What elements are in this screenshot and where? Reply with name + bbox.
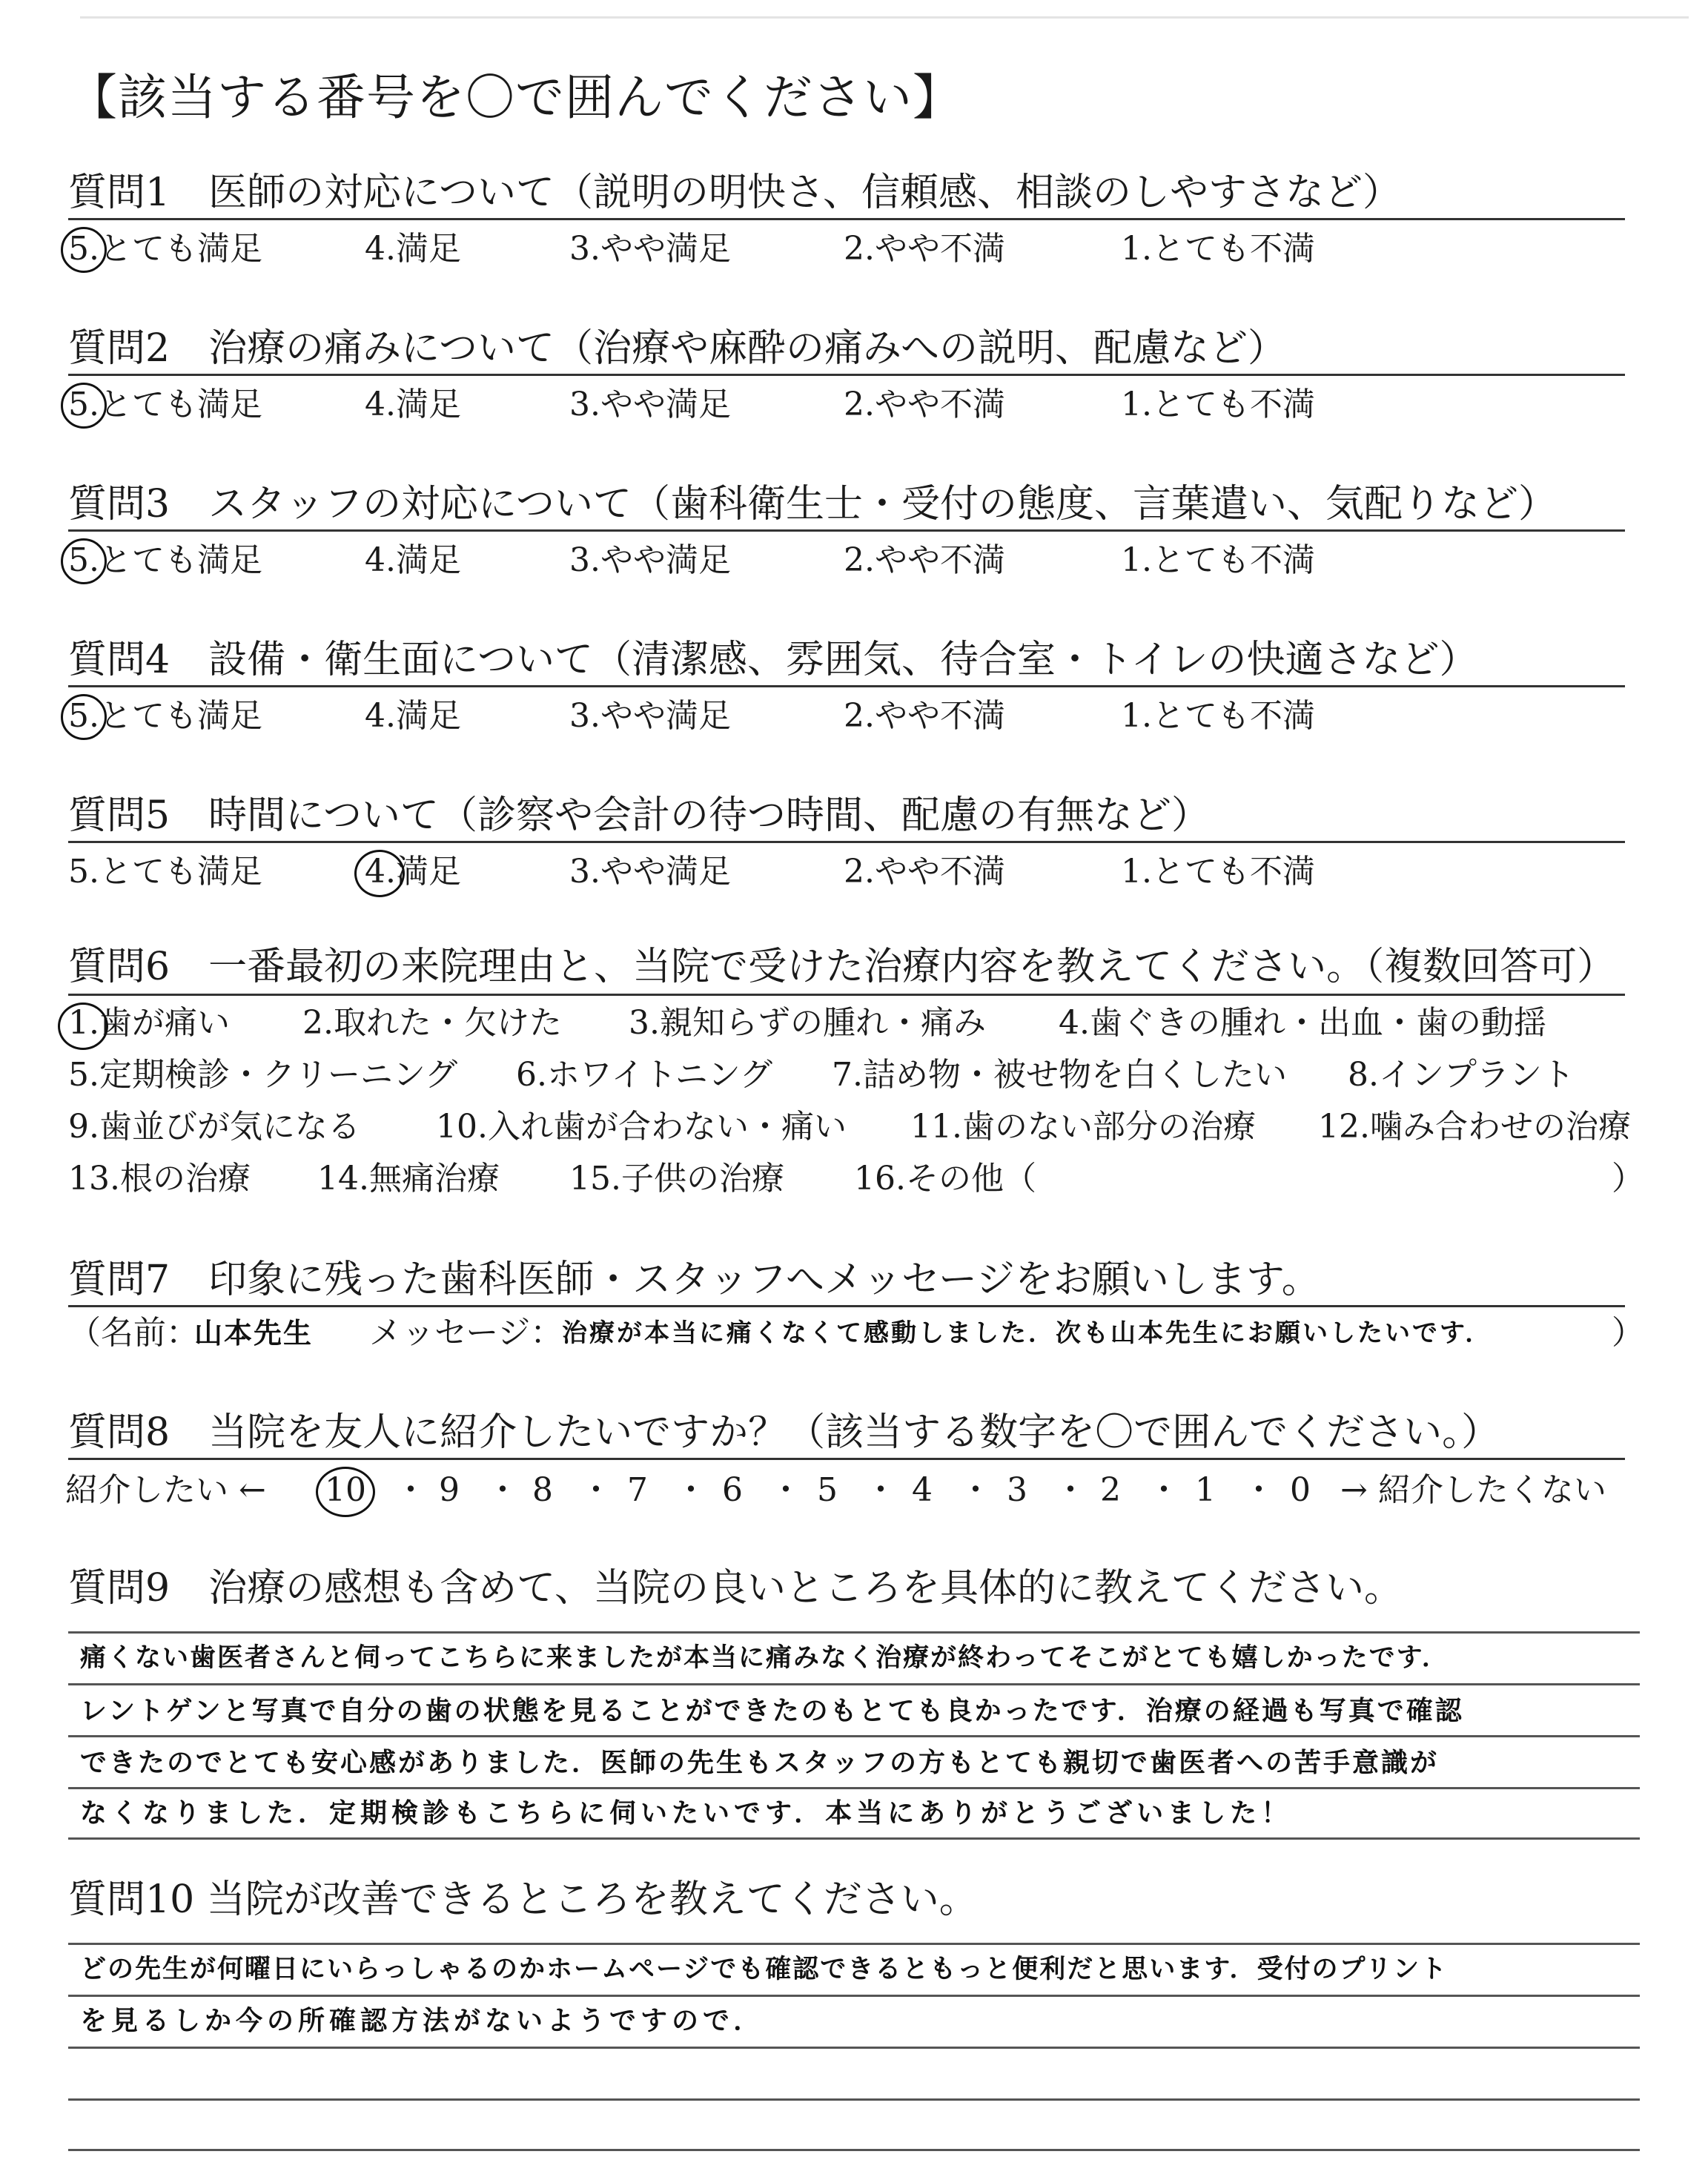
q6-option-13[interactable]: 13.根の治療 bbox=[68, 1160, 251, 1198]
q10-answer-line-2: を見るしか今の所確認方法がないようですので． bbox=[80, 2006, 765, 2036]
q9-write-line bbox=[68, 1837, 1640, 1840]
q9-answer-line-3: できたのでとても安心感がありました．医師の先生もスタッフの方もとても親切で歯医者への苦手意識が bbox=[80, 1748, 1440, 1778]
q8-score-4[interactable]: 4 bbox=[912, 1471, 933, 1509]
q6-option-7[interactable]: 7.詰め物・被せ物を白くしたい bbox=[832, 1056, 1287, 1094]
q5-title: 質問5 時間について（診察や会計の待つ時間、配慮の有無など） bbox=[68, 793, 1211, 838]
q6-option-11[interactable]: 11.歯のない部分の治療 bbox=[910, 1108, 1256, 1146]
q7-name-value[interactable]: 山本先生 bbox=[194, 1317, 314, 1350]
q8-score-1[interactable]: 1 bbox=[1195, 1471, 1216, 1509]
q8-score-7[interactable]: 7 bbox=[627, 1471, 648, 1509]
q7-underline bbox=[68, 1305, 1625, 1307]
q1-option-1[interactable]: 1.とても不満 bbox=[1121, 230, 1315, 268]
q8-left-label: 紹介したい ← bbox=[65, 1471, 266, 1509]
q1-title: 質問1 医師の対応について（説明の明快さ、信頼感、相談のしやすさなど） bbox=[68, 171, 1401, 215]
q8-score-0[interactable]: 0 bbox=[1290, 1471, 1311, 1509]
q6-option-9[interactable]: 9.歯並びが気になる bbox=[68, 1108, 360, 1146]
q8-score-6[interactable]: 6 bbox=[722, 1471, 743, 1509]
q8-sep: ・ bbox=[864, 1471, 897, 1509]
q8-sep: ・ bbox=[394, 1471, 427, 1509]
q8-sep: ・ bbox=[580, 1471, 612, 1509]
q2-option-3[interactable]: 3.やや満足 bbox=[569, 386, 731, 423]
q10-answer-line-1: どの先生が何曜日にいらっしゃるのかホームページでも確認できるともっと便利だと思います．受付のプリント bbox=[80, 1955, 1449, 1984]
q8-sep: ・ bbox=[1242, 1471, 1275, 1509]
q10-write-line bbox=[68, 1995, 1640, 1997]
q1-option-5[interactable]: 5.とても満足 bbox=[68, 230, 262, 268]
q8-score-10[interactable]: 10 bbox=[325, 1471, 366, 1509]
q9-answer-line-1: 痛くない歯医者さんと伺ってこちらに来ましたが本当に痛みなく治療が終わってそこがとても嬉しかったです． bbox=[80, 1643, 1449, 1673]
q8-right-label: → 紹介したくない bbox=[1340, 1471, 1606, 1509]
q6-option-8[interactable]: 8.インプラント bbox=[1348, 1056, 1575, 1094]
q2-option-2[interactable]: 2.やや不満 bbox=[844, 386, 1005, 423]
q8-sep: ・ bbox=[959, 1471, 992, 1509]
q3-option-4[interactable]: 4.満足 bbox=[365, 541, 461, 579]
q5-option-3[interactable]: 3.やや満足 bbox=[569, 853, 731, 891]
q2-option-4[interactable]: 4.満足 bbox=[365, 386, 461, 423]
q4-option-4[interactable]: 4.満足 bbox=[365, 697, 461, 735]
q4-underline bbox=[68, 685, 1625, 687]
q9-write-line bbox=[68, 1735, 1640, 1737]
q1-option-2[interactable]: 2.やや不満 bbox=[844, 230, 1005, 268]
q8-title: 質問8 当院を友人に紹介したいですか？（該当する数字を〇で囲んでください。） bbox=[68, 1410, 1500, 1455]
q6-underline bbox=[68, 994, 1625, 996]
q4-option-5[interactable]: 5.とても満足 bbox=[68, 697, 262, 735]
q5-selected-circle bbox=[354, 850, 405, 897]
q6-selected-circle bbox=[58, 1003, 108, 1050]
q3-option-1[interactable]: 1.とても不満 bbox=[1121, 541, 1315, 579]
q2-selected-circle bbox=[61, 383, 107, 429]
q7-title: 質問7 印象に残った歯科医師・スタッフへメッセージをお願いします。 bbox=[68, 1258, 1320, 1302]
q8-sep: ・ bbox=[1054, 1471, 1087, 1509]
q6-option-4[interactable]: 4.歯ぐきの腫れ・出血・歯の動揺 bbox=[1059, 1004, 1546, 1042]
top-divider bbox=[80, 16, 1689, 19]
q3-option-5[interactable]: 5.とても満足 bbox=[68, 541, 262, 579]
q6-option-3[interactable]: 3.親知らずの腫れ・痛み bbox=[629, 1004, 986, 1042]
q3-selected-circle bbox=[61, 538, 107, 584]
q2-underline bbox=[68, 374, 1625, 376]
q1-selected-circle bbox=[61, 227, 107, 273]
q4-selected-circle bbox=[61, 694, 107, 740]
q10-title: 質問10 当院が改善できるところを教えてください。 bbox=[68, 1877, 978, 1922]
q8-score-8[interactable]: 8 bbox=[532, 1471, 553, 1509]
page-heading: 【該当する番号を〇で囲んでください】 bbox=[68, 69, 962, 126]
q8-score-3[interactable]: 3 bbox=[1007, 1471, 1027, 1509]
q5-option-1[interactable]: 1.とても不満 bbox=[1121, 853, 1315, 891]
q6-option-1[interactable]: 1.歯が痛い bbox=[68, 1004, 230, 1042]
q10-write-line bbox=[68, 2149, 1640, 2151]
q5-option-2[interactable]: 2.やや不満 bbox=[844, 853, 1005, 891]
q4-option-1[interactable]: 1.とても不満 bbox=[1121, 697, 1315, 735]
q6-option-16[interactable]: 16.その他（ bbox=[854, 1160, 1036, 1198]
q4-option-2[interactable]: 2.やや不満 bbox=[844, 697, 1005, 735]
q8-sep: ・ bbox=[675, 1471, 707, 1509]
q8-selected-circle bbox=[316, 1467, 375, 1517]
q7-name-label: （名前： bbox=[68, 1314, 199, 1352]
q3-option-2[interactable]: 2.やや不満 bbox=[844, 541, 1005, 579]
q5-underline bbox=[68, 841, 1625, 843]
q10-write-line bbox=[68, 1943, 1640, 1945]
q3-option-3[interactable]: 3.やや満足 bbox=[569, 541, 731, 579]
q8-sep: ・ bbox=[1148, 1471, 1180, 1509]
q2-option-5[interactable]: 5.とても満足 bbox=[68, 386, 262, 423]
q5-option-4[interactable]: 4.満足 bbox=[365, 853, 461, 891]
q6-option-10[interactable]: 10.入れ歯が合わない・痛い bbox=[436, 1108, 847, 1146]
q9-write-line bbox=[68, 1787, 1640, 1789]
q10-write-line bbox=[68, 2047, 1640, 2049]
q7-message-value[interactable]: 治療が本当に痛くなくて感動しました．次も山本先生にお願いしたいです． bbox=[562, 1318, 1493, 1348]
q6-option-14[interactable]: 14.無痛治療 bbox=[317, 1160, 500, 1198]
q6-title: 質問6 一番最初の来院理由と、当院で受けた治療内容を教えてください。（複数回答可） bbox=[68, 945, 1616, 989]
q6-option-2[interactable]: 2.取れた・欠けた bbox=[302, 1004, 562, 1042]
q1-underline bbox=[68, 218, 1625, 220]
q6-other-close-paren: ） bbox=[1612, 1160, 1644, 1198]
q8-score-5[interactable]: 5 bbox=[817, 1471, 838, 1509]
q9-write-line bbox=[68, 1683, 1640, 1685]
q4-title: 質問4 設備・衛生面について（清潔感、雰囲気、待合室・トイレの快適さなど） bbox=[68, 638, 1478, 682]
q9-write-line bbox=[68, 1631, 1640, 1634]
q8-sep: ・ bbox=[769, 1471, 802, 1509]
q3-title: 質問3 スタッフの対応について（歯科衛生士・受付の態度、言葉遣い、気配りなど） bbox=[68, 482, 1558, 526]
q8-score-9[interactable]: 9 bbox=[439, 1471, 460, 1509]
q3-underline bbox=[68, 529, 1625, 532]
q7-close-paren: ） bbox=[1612, 1314, 1644, 1352]
q9-answer-line-2: レントゲンと写真で自分の歯の状態を見ることができたのもとても良かったです．治療の経過も写真で確認 bbox=[80, 1696, 1464, 1726]
q9-answer-line-4: なくなりました．定期検診もこちらに伺いたいです．本当にありがとうございました！ bbox=[80, 1798, 1293, 1829]
q4-option-3[interactable]: 3.やや満足 bbox=[569, 697, 731, 735]
q1-option-3[interactable]: 3.やや満足 bbox=[569, 230, 731, 268]
q10-write-line bbox=[68, 2098, 1640, 2101]
q9-title: 質問9 治療の感想も含めて、当院の良いところを具体的に教えてください。 bbox=[68, 1566, 1403, 1611]
q6-option-5[interactable]: 5.定期検診・クリーニング bbox=[68, 1056, 458, 1094]
q2-option-1[interactable]: 1.とても不満 bbox=[1121, 386, 1315, 423]
q5-option-5[interactable]: 5.とても満足 bbox=[68, 853, 262, 891]
q1-option-4[interactable]: 4.満足 bbox=[365, 230, 461, 268]
q2-title: 質問2 治療の痛みについて（治療や麻酔の痛みへの説明、配慮など） bbox=[68, 326, 1287, 371]
q7-message-label: メッセージ： bbox=[369, 1314, 563, 1352]
q6-option-6[interactable]: 6.ホワイトニング bbox=[516, 1056, 773, 1094]
q8-score-2[interactable]: 2 bbox=[1100, 1471, 1121, 1509]
q8-underline bbox=[68, 1458, 1625, 1460]
q8-sep: ・ bbox=[486, 1471, 519, 1509]
q6-option-12[interactable]: 12.噛み合わせの治療 bbox=[1318, 1108, 1631, 1146]
q6-option-15[interactable]: 15.子供の治療 bbox=[569, 1160, 784, 1198]
